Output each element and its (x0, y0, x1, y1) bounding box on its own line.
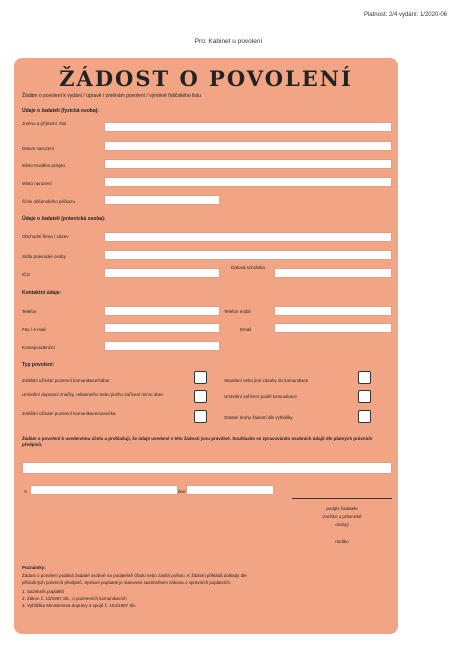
field-label: Jméno a příjmení, titul (22, 121, 67, 126)
checkbox-label: Umístění zařízení podél komunikace (224, 394, 297, 399)
field-label: Datová schránka (231, 265, 265, 270)
document-subtitle: Pro: Kabinet u povolení (194, 38, 263, 45)
note-line: příslušných právních předpisů. Správní poplatek je stanoven sazebníkem zákona o správních poplatcích. (22, 580, 232, 585)
application-form (14, 58, 398, 634)
checkbox-label: Zvláštní užívání pozemní komunikace/uzavírka (22, 411, 116, 416)
date-field[interactable] (186, 485, 274, 495)
checkbox-other[interactable] (358, 410, 371, 423)
field-label: Datum narození (22, 146, 55, 151)
field-label: Telefon (22, 309, 37, 314)
place-label: V (24, 489, 28, 494)
form-intro: Žádám o povolení k vydání / úpravě / změnám povolení / výměně řidičského listu (22, 93, 201, 99)
field-label: Obchodní firma / název (22, 234, 69, 239)
note-line: 3. Vyhláška Ministerstva dopravy a spojů č. 104/1997 Sb. (22, 603, 137, 608)
ico-field[interactable] (104, 268, 220, 278)
signature-line (292, 498, 392, 499)
field-label: Místo narození (22, 181, 52, 186)
company-name-field[interactable] (104, 232, 392, 242)
signature-caption: podpis žadatele (326, 506, 358, 511)
place-field[interactable] (30, 485, 178, 495)
data-box-field[interactable] (274, 268, 392, 278)
notes-title: Poznámky: (22, 565, 46, 570)
phone-field[interactable] (104, 306, 220, 316)
section-applicant-company: Údaje o žadateli (právnická osoba): (22, 216, 106, 222)
correspondence-field[interactable] (104, 341, 220, 351)
checkbox-label: Zvláštní užívání pozemní komunikace/zábor (22, 378, 110, 383)
residence-field[interactable] (104, 159, 392, 169)
field-label: Místo trvalého pobytu (22, 163, 66, 168)
birthplace-field[interactable] (104, 177, 392, 187)
email-field[interactable] (274, 323, 392, 333)
checkbox-roadside[interactable] (358, 390, 371, 403)
date-label: dne (178, 489, 186, 494)
declaration-field[interactable] (22, 462, 392, 474)
checkbox-sign[interactable] (194, 390, 207, 403)
checkbox-closure[interactable] (194, 410, 207, 423)
declaration-text: Žádám o povolení k uvedenému účelu a prohlašuji, že údaje uvedené v této žádosti jsou pravdivé. Souhlasím se zpracováním osobních údajů dle platných právních předpisů. (22, 436, 373, 447)
section-contact: Kontaktní údaje: (22, 290, 62, 296)
note-line: Žádost o povolení podává žadatel osobně na podatelně úřadu nebo zasílá poštou. K žádosti přikládá doklady dle (22, 573, 247, 578)
field-label: Telefon mobil (224, 309, 251, 314)
checkbox-label: Stavební nebo jiné zásahy do komunikace (224, 378, 309, 383)
checkbox-construction[interactable] (358, 371, 371, 384)
checkbox-label: Umístění dopravní značky, reklamního nebo jiného zařízení mimo obec (22, 392, 164, 397)
signature-caption: (razítko u právnické (322, 514, 362, 519)
name-field[interactable] (104, 122, 392, 132)
fax-field[interactable] (104, 323, 220, 333)
field-label: Číslo občanského průkazu (22, 199, 76, 204)
note-line: 2. Zákon č. 13/1997 Sb., o pozemních komunikacích (22, 596, 127, 601)
section-applicant-person: Údaje o žadateli (fyzická osoba): (22, 108, 99, 114)
field-label: Email (240, 327, 252, 332)
document-reference: Platnost: 2/4 vydání: 1/2020-06 (363, 12, 447, 18)
checkbox-label: Ostatní druhy žádostí dle vyhlášky (224, 415, 293, 420)
id-card-field[interactable] (104, 195, 220, 205)
birthdate-field[interactable] (104, 141, 392, 151)
company-seat-field[interactable] (104, 250, 392, 260)
field-label: Fax / e-mail (22, 327, 46, 332)
section-permit-type: Typ povolení: (22, 362, 55, 368)
field-label: Korespondenční (22, 345, 55, 350)
field-label: Sídlo právnické osoby (22, 254, 67, 259)
checkbox-usage[interactable] (194, 371, 207, 384)
signature-caption: osoby) (335, 522, 349, 527)
field-label: IČO (22, 272, 31, 277)
form-title: ŽÁDOST O POVOLENÍ (59, 66, 353, 91)
stamp-caption: razítko (335, 539, 349, 544)
mobile-field[interactable] (274, 306, 392, 316)
note-line: 1. Sazebník poplatků (22, 589, 65, 594)
